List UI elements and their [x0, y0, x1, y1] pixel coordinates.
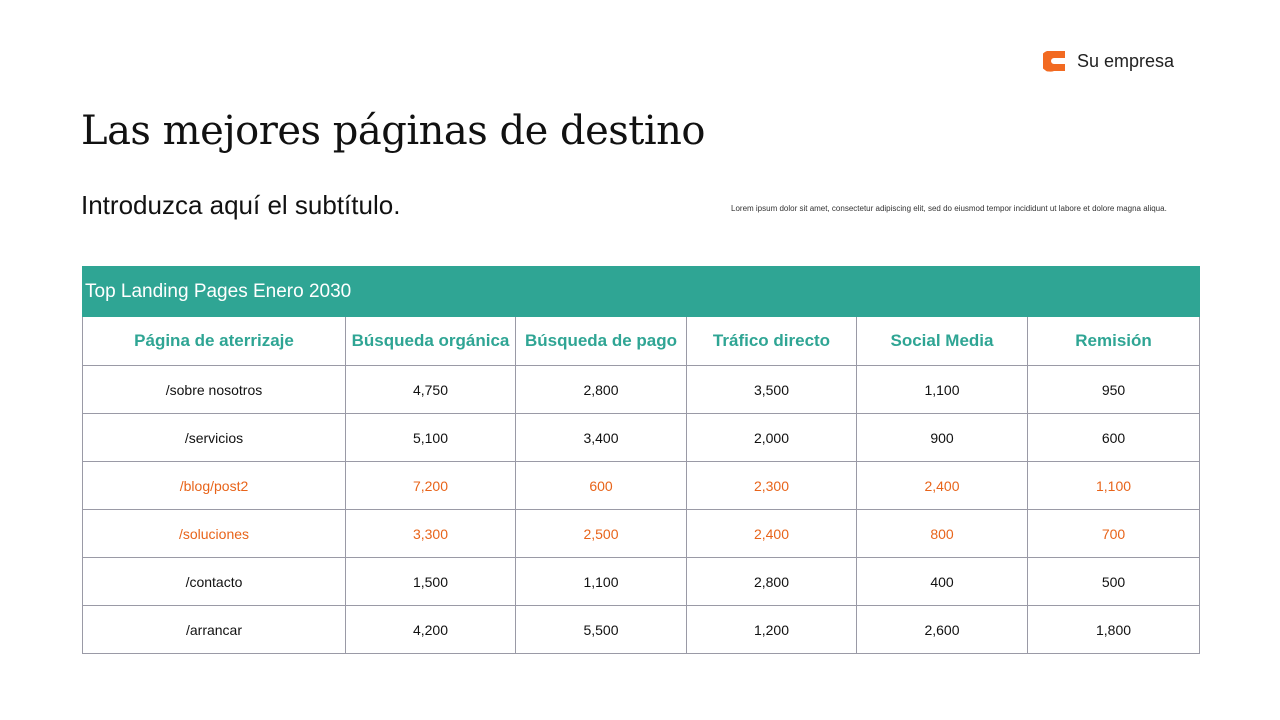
value-cell: 2,000 — [687, 414, 857, 462]
value-cell: 1,800 — [1028, 606, 1200, 654]
value-cell: 1,500 — [346, 558, 516, 606]
value-cell: 3,500 — [687, 366, 857, 414]
page-path-cell: /sobre nosotros — [83, 366, 346, 414]
page-path-cell: /blog/post2 — [83, 462, 346, 510]
company-logo — [1043, 48, 1174, 74]
table-row — [83, 414, 1200, 462]
table-caption: Top Landing Pages Enero 2030 — [83, 267, 1200, 317]
page-path-cell: /contacto — [83, 558, 346, 606]
page-path-cell: /arrancar — [83, 606, 346, 654]
landing-pages-table — [82, 266, 1200, 654]
value-cell: 3,300 — [346, 510, 516, 558]
body-text: Lorem ipsum dolor sit amet, consectetur adipiscing elit, sed do eiusmod tempor incididunt ut labore et dolore magna aliqua. — [731, 204, 1167, 213]
table-row — [83, 366, 1200, 414]
column-header: Búsqueda de pago — [516, 317, 687, 366]
value-cell: 4,750 — [346, 366, 516, 414]
company-name: Su empresa — [1077, 50, 1175, 71]
value-cell: 5,100 — [346, 414, 516, 462]
column-header: Social Media — [857, 317, 1028, 366]
value-cell: 7,200 — [346, 462, 516, 510]
value-cell: 2,800 — [516, 366, 687, 414]
value-cell: 900 — [857, 414, 1028, 462]
value-cell: 500 — [1028, 558, 1200, 606]
brand-logo-icon — [1043, 48, 1069, 74]
value-cell: 2,300 — [687, 462, 857, 510]
value-cell: 950 — [1028, 366, 1200, 414]
value-cell: 1,100 — [857, 366, 1028, 414]
page-path-cell: /soluciones — [83, 510, 346, 558]
value-cell: 2,800 — [687, 558, 857, 606]
value-cell: 1,100 — [1028, 462, 1200, 510]
value-cell: 800 — [857, 510, 1028, 558]
value-cell: 2,400 — [687, 510, 857, 558]
column-header: Remisión — [1028, 317, 1200, 366]
value-cell: 5,500 — [516, 606, 687, 654]
column-header: Página de aterrizaje — [83, 317, 346, 366]
value-cell: 1,100 — [516, 558, 687, 606]
table-row — [83, 462, 1200, 510]
value-cell: 2,500 — [516, 510, 687, 558]
table-row — [83, 510, 1200, 558]
value-cell: 600 — [1028, 414, 1200, 462]
page-subtitle: Introduzca aquí el subtítulo. — [81, 190, 401, 220]
page-title: Las mejores páginas de destino — [81, 108, 705, 154]
value-cell: 3,400 — [516, 414, 687, 462]
value-cell: 2,400 — [857, 462, 1028, 510]
value-cell: 700 — [1028, 510, 1200, 558]
value-cell: 1,200 — [687, 606, 857, 654]
table-row — [83, 558, 1200, 606]
value-cell: 4,200 — [346, 606, 516, 654]
value-cell: 400 — [857, 558, 1028, 606]
column-header: Tráfico directo — [687, 317, 857, 366]
value-cell: 2,600 — [857, 606, 1028, 654]
value-cell: 600 — [516, 462, 687, 510]
column-header: Búsqueda orgánica — [346, 317, 516, 366]
page-path-cell: /servicios — [83, 414, 346, 462]
table-row — [83, 606, 1200, 654]
